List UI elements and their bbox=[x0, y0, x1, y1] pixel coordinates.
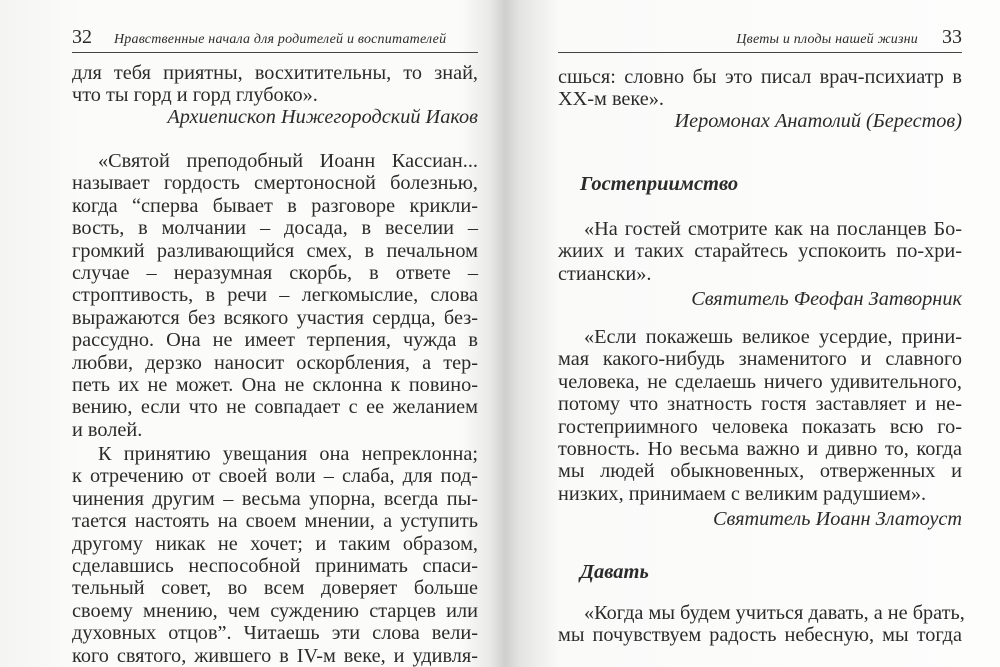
text-line: тается настоять на своем мнении, а уступить bbox=[72, 510, 478, 533]
text-line: вость, в молчании – досада, в веселии – bbox=[72, 217, 478, 240]
text-line: случае – неразумная скорбь, в ответе – bbox=[72, 261, 478, 284]
text-line: громкий разливающийся смех, в печальном bbox=[72, 239, 478, 262]
text-line: строптивость, в речи – легкомыслие, слова bbox=[72, 284, 478, 307]
paragraph bbox=[558, 218, 962, 285]
text-line: своему мнению, чем суждению старцев или bbox=[72, 599, 478, 622]
text-line: вению, если что не совпадает с ее желанием bbox=[72, 396, 478, 419]
text-line: гостеприимного человека показать всю го- bbox=[558, 415, 962, 438]
paragraph bbox=[72, 443, 478, 667]
text-line: другому никак не хочет; и таким образом, bbox=[72, 532, 478, 555]
text-line: и волей. bbox=[72, 418, 143, 441]
text-line: для тебя приятны, восхитительны, то знай, bbox=[72, 62, 478, 84]
running-header bbox=[558, 26, 962, 53]
paragraph bbox=[558, 66, 962, 111]
text-line: жиих и таких старайтесь успокоить по-хри- bbox=[558, 240, 962, 263]
paragraph bbox=[72, 150, 478, 441]
text-line: называет гордость смертоносной болезнью, bbox=[72, 172, 478, 195]
text-line: «Когда мы будем учиться давать, а не брать, bbox=[584, 602, 965, 624]
quote-attribution: Иеромонах Анатолий (Берестов) bbox=[674, 110, 962, 132]
paragraph bbox=[72, 62, 478, 107]
text-line: мы людей обыкновенных, отверженных и bbox=[558, 460, 962, 483]
text-line: К принятию увещания она непреклонна; bbox=[98, 443, 478, 465]
section-heading: Гостеприимство bbox=[580, 173, 739, 195]
text-line: к отречению от своей воли – слаба, для под- bbox=[72, 465, 478, 488]
right-page bbox=[558, 0, 965, 657]
text-line: сшься: словно бы это писал врач-психиатр в bbox=[558, 66, 962, 88]
running-title: Нравственные начала для родителей и воспитателей bbox=[114, 32, 447, 47]
text-line: петь их не может. Она не склонна к повино- bbox=[72, 373, 478, 396]
page-number: 32 bbox=[72, 26, 92, 48]
text-line: что ты горд и горд глубоко». bbox=[72, 84, 318, 107]
text-line: кого святого, жившего в IV-м веке, и удивля- bbox=[72, 644, 478, 667]
text-line: мы почувствуем радость небесную, мы тогда bbox=[558, 624, 962, 647]
running-header bbox=[72, 26, 478, 53]
text-line: низких, принимаем с великим радушием». bbox=[558, 482, 927, 505]
text-line: мая какого-нибудь знаменитого и славного bbox=[558, 348, 962, 371]
text-line: тельный совет, во всем доверяет больше bbox=[72, 577, 478, 600]
quote-attribution: Святитель Иоанн Златоуст bbox=[713, 508, 962, 530]
text-line: духовных отцов”. Читаешь эти слова вели- bbox=[72, 622, 478, 645]
text-line: «На гостей смотрите как на посланцев Бо- bbox=[584, 218, 962, 240]
section-heading: Давать bbox=[580, 561, 649, 583]
paragraph bbox=[558, 602, 965, 647]
text-line: сделавшись неспособной принимать спаси- bbox=[72, 554, 478, 577]
text-line: потому что знатность гостя заставляет и не- bbox=[558, 393, 962, 416]
text-line: «Святой преподобный Иоанн Кассиан... bbox=[98, 150, 478, 172]
text-line: товность. Но весьма важно и дивно то, когда bbox=[558, 437, 962, 460]
text-line: любви, дерзко наносит оскорбления, а тер- bbox=[72, 351, 478, 374]
text-line: стиански». bbox=[558, 262, 652, 285]
quote-attribution: Святитель Феофан Затворник bbox=[691, 288, 962, 310]
paragraph bbox=[558, 326, 962, 505]
quote-attribution: Архиепископ Нижегородский Иаков bbox=[167, 106, 478, 128]
text-line: выражаются без всякого участия сердца, без- bbox=[72, 306, 478, 329]
text-line: чинения другим – весьма упорна, всегда пы- bbox=[72, 487, 478, 510]
text-line: когда “сперва бывает в разговоре крикли- bbox=[72, 194, 478, 217]
left-page bbox=[72, 0, 478, 667]
page-number: 33 bbox=[942, 26, 962, 48]
text-line: человека, не сделаешь ничего удивительного, bbox=[558, 370, 962, 393]
text-line: XX-м веке». bbox=[558, 88, 664, 111]
text-line: «Если покажешь великое усердие, прини- bbox=[584, 326, 962, 348]
text-line: рассудно. Она не имеет терпения, чужда в bbox=[72, 329, 478, 352]
running-title: Цветы и плоды нашей жизни bbox=[736, 32, 918, 47]
